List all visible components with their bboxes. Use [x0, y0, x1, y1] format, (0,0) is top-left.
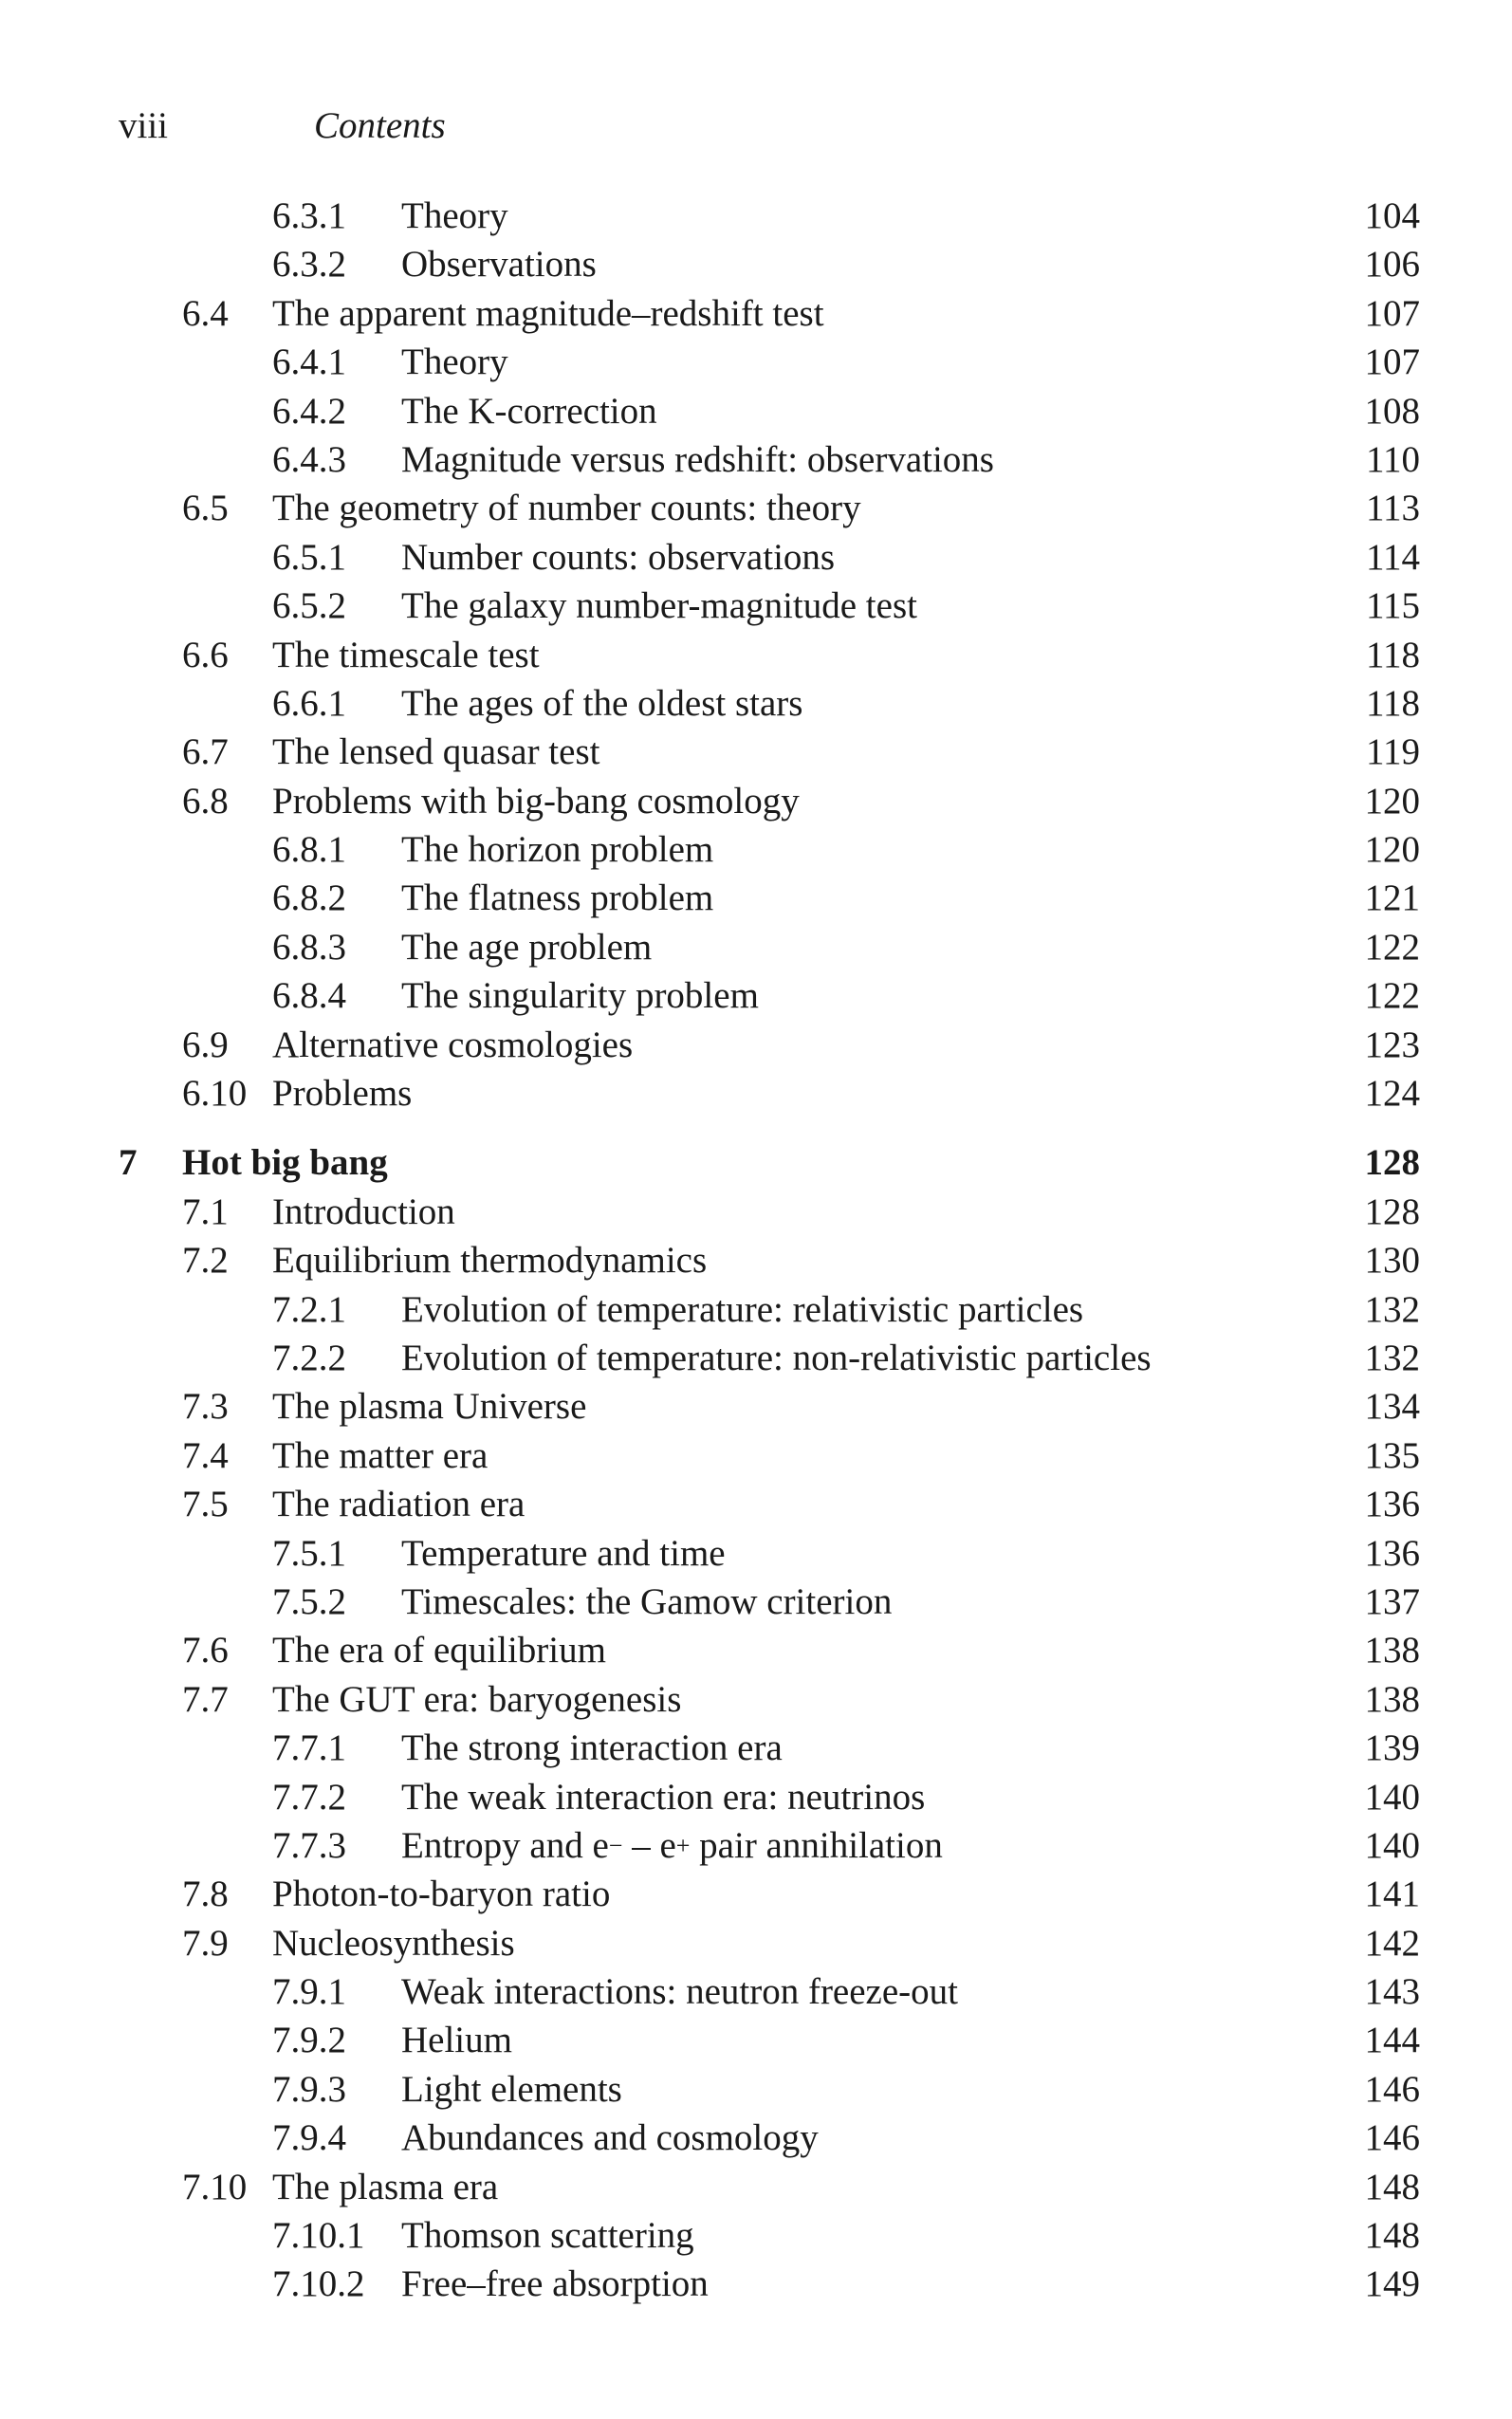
- entry-number: 6.5.2: [272, 585, 346, 627]
- entry-number: 7.10: [182, 2166, 248, 2207]
- toc-entry-subsection[interactable]: [0, 923, 1512, 971]
- entry-number: 6.4.1: [272, 342, 346, 383]
- entry-number: 7.7.3: [272, 1824, 346, 1866]
- toc-entry-subsection[interactable]: [0, 582, 1512, 630]
- entry-number: 6.8.1: [272, 829, 346, 871]
- entry-page-number: 136: [1364, 1484, 1420, 1525]
- toc-entry-section[interactable]: [0, 289, 1512, 338]
- toc-entry-subsection[interactable]: [0, 2260, 1512, 2308]
- entry-title: Theory: [401, 195, 508, 236]
- entry-number: 6.3.2: [272, 244, 346, 286]
- toc-entry-section[interactable]: [0, 1919, 1512, 1967]
- toc-entry-section[interactable]: [0, 1069, 1512, 1117]
- toc-entry-section[interactable]: [0, 1382, 1512, 1431]
- entry-title: Abundances and cosmology: [401, 2117, 819, 2159]
- toc-entry-subsection[interactable]: [0, 2016, 1512, 2064]
- entry-title: The era of equilibrium: [272, 1630, 606, 1671]
- entry-number: 7.8: [182, 1874, 229, 1915]
- entry-number: 6.7: [182, 731, 229, 773]
- entry-title: The GUT era: baryogenesis: [272, 1678, 682, 1720]
- entry-page-number: 107: [1364, 292, 1420, 334]
- toc-entry-section[interactable]: [0, 728, 1512, 776]
- toc-entry-section[interactable]: [0, 1870, 1512, 1918]
- entry-page-number: 138: [1364, 1678, 1420, 1720]
- entry-title: Photon-to-baryon ratio: [272, 1874, 611, 1915]
- entry-page-number: 122: [1364, 975, 1420, 1017]
- toc-entry-section[interactable]: [0, 1626, 1512, 1674]
- entry-number: 7.9.1: [272, 1971, 346, 2013]
- page-number: viii: [119, 105, 169, 146]
- entry-title: Theory: [401, 342, 508, 383]
- toc-entry-subsection[interactable]: [0, 1334, 1512, 1382]
- entry-number: 7.2: [182, 1240, 229, 1282]
- entry-number: 6.3.1: [272, 195, 346, 236]
- entry-title: Equilibrium thermodynamics: [272, 1240, 708, 1282]
- entry-page-number: 118: [1365, 682, 1420, 724]
- entry-page-number: 149: [1364, 2263, 1420, 2305]
- entry-number: 6.4.2: [272, 390, 346, 432]
- entry-number: 7.2.1: [272, 1288, 346, 1330]
- entry-page-number: 148: [1364, 2166, 1420, 2207]
- entry-number: 7.7: [182, 1678, 229, 1720]
- toc-entry-chapter[interactable]: [0, 1138, 1512, 1187]
- entry-page-number: 113: [1365, 488, 1420, 529]
- toc-entry-subsection[interactable]: [0, 387, 1512, 435]
- toc-entry-subsection[interactable]: [0, 825, 1512, 874]
- entry-number: 6.6.1: [272, 682, 346, 724]
- entry-title: Evolution of temperature: relativistic particles: [401, 1288, 1084, 1330]
- entry-page-number: 110: [1365, 438, 1420, 480]
- entry-title: The matter era: [272, 1434, 489, 1476]
- entry-title: The plasma Universe: [272, 1386, 587, 1428]
- entry-page-number: 130: [1364, 1240, 1420, 1282]
- entry-page-number: 104: [1364, 195, 1420, 236]
- entry-page-number: 141: [1364, 1874, 1420, 1915]
- entry-number: 7.3: [182, 1386, 229, 1428]
- entry-title: Thomson scattering: [401, 2215, 694, 2257]
- entry-number: 7.5.2: [272, 1580, 346, 1622]
- entry-page-number: 146: [1364, 2068, 1420, 2110]
- entry-page-number: 128: [1364, 1191, 1420, 1232]
- entry-title: The radiation era: [272, 1484, 526, 1525]
- entry-page-number: 137: [1364, 1580, 1420, 1622]
- entry-page-number: 143: [1364, 1971, 1420, 2013]
- toc-entry-subsection[interactable]: [0, 2065, 1512, 2114]
- entry-title: The ages of the oldest stars: [401, 682, 803, 724]
- toc-entry-section[interactable]: [0, 631, 1512, 679]
- entry-title: Observations: [401, 244, 597, 286]
- entry-title: The galaxy number-magnitude test: [401, 585, 917, 627]
- entry-number: 6.9: [182, 1024, 229, 1065]
- entry-title: The horizon problem: [401, 829, 714, 871]
- entry-page-number: 106: [1364, 244, 1420, 286]
- toc-entry-section[interactable]: [0, 2163, 1512, 2211]
- running-header: [119, 102, 1420, 150]
- running-title: Contents: [314, 105, 446, 146]
- toc-entry-section[interactable]: [0, 1480, 1512, 1528]
- entry-number: 7.5.1: [272, 1532, 346, 1574]
- entry-number: 7.1: [182, 1191, 229, 1232]
- table-of-contents: [0, 192, 1512, 2309]
- entry-number: 6.5: [182, 488, 229, 529]
- entry-title: Evolution of temperature: non-relativistic particles: [401, 1337, 1152, 1378]
- toc-entry-subsection[interactable]: [0, 1773, 1512, 1821]
- toc-entry-subsection[interactable]: [0, 1529, 1512, 1578]
- toc-entry-subsection[interactable]: [0, 1821, 1512, 1870]
- toc-entry-subsection[interactable]: [0, 2114, 1512, 2162]
- toc-entry-subsection[interactable]: [0, 2211, 1512, 2260]
- entry-title: The geometry of number counts: theory: [272, 488, 861, 529]
- entry-title: Number counts: observations: [401, 536, 836, 578]
- toc-entry-section[interactable]: [0, 1236, 1512, 1284]
- entry-page-number: 144: [1364, 2020, 1420, 2061]
- entry-number: 6.6: [182, 634, 229, 675]
- entry-number: 7.10.1: [272, 2215, 365, 2257]
- entry-page-number: 139: [1364, 1727, 1420, 1769]
- entry-title: Light elements: [401, 2068, 622, 2110]
- entry-page-number: 134: [1364, 1386, 1420, 1428]
- entry-title: The singularity problem: [401, 975, 759, 1017]
- entry-page-number: 120: [1364, 780, 1420, 822]
- entry-number: 6.8: [182, 780, 229, 822]
- entry-number: 7.9: [182, 1922, 229, 1964]
- entry-number: 7.5: [182, 1484, 229, 1525]
- entry-page-number: 120: [1364, 829, 1420, 871]
- entry-page-number: 132: [1364, 1288, 1420, 1330]
- entry-title: Problems with big-bang cosmology: [272, 780, 800, 822]
- entry-number: 7.7.1: [272, 1727, 346, 1769]
- entry-title: The K-correction: [401, 390, 657, 432]
- entry-title: Helium: [401, 2020, 512, 2061]
- entry-title: The apparent magnitude–redshift test: [272, 292, 824, 334]
- entry-number: 7.9.2: [272, 2020, 346, 2061]
- entry-title: Hot big bang: [182, 1142, 388, 1184]
- entry-page-number: 132: [1364, 1337, 1420, 1378]
- toc-entry-section[interactable]: [0, 1675, 1512, 1724]
- entry-page-number: 114: [1365, 536, 1420, 578]
- toc-entry-subsection[interactable]: [0, 1285, 1512, 1334]
- entry-page-number: 123: [1364, 1024, 1420, 1065]
- entry-title: Introduction: [272, 1191, 455, 1232]
- toc-entry-section[interactable]: [0, 777, 1512, 825]
- entry-title: Temperature and time: [401, 1532, 726, 1574]
- entry-title: The flatness problem: [401, 877, 714, 919]
- entry-title: The strong interaction era: [401, 1727, 783, 1769]
- entry-number: 7.7.2: [272, 1776, 346, 1818]
- entry-page-number: 119: [1365, 731, 1420, 773]
- entry-page-number: 124: [1364, 1073, 1420, 1115]
- entry-page-number: 148: [1364, 2215, 1420, 2257]
- toc-entry-section[interactable]: [0, 484, 1512, 532]
- toc-entry-subsection[interactable]: [0, 874, 1512, 922]
- entry-page-number: 140: [1364, 1824, 1420, 1866]
- entry-title: Timescales: the Gamow criterion: [401, 1580, 893, 1622]
- toc-entry-subsection[interactable]: [0, 679, 1512, 728]
- entry-number: 7.10.2: [272, 2263, 365, 2305]
- entry-number: 6.10: [182, 1073, 248, 1115]
- entry-page-number: 140: [1364, 1776, 1420, 1818]
- toc-entry-section[interactable]: [0, 1431, 1512, 1480]
- entry-number: 7.4: [182, 1434, 229, 1476]
- toc-entry-subsection[interactable]: [0, 192, 1512, 240]
- toc-entry-subsection[interactable]: [0, 338, 1512, 386]
- entry-page-number: 115: [1365, 585, 1420, 627]
- entry-page-number: 146: [1364, 2117, 1420, 2159]
- entry-page-number: 118: [1365, 634, 1420, 675]
- entry-number: 6.4: [182, 292, 229, 334]
- entry-title: Weak interactions: neutron freeze-out: [401, 1971, 958, 2013]
- entry-page-number: 121: [1364, 877, 1420, 919]
- entry-page-number: 142: [1364, 1922, 1420, 1964]
- entry-title: The lensed quasar test: [272, 731, 600, 773]
- entry-page-number: 138: [1364, 1630, 1420, 1671]
- entry-number: 6.4.3: [272, 438, 346, 480]
- entry-number: 7.9.3: [272, 2068, 346, 2110]
- entry-number: 6.8.4: [272, 975, 346, 1017]
- entry-page-number: 135: [1364, 1434, 1420, 1476]
- entry-title: The timescale test: [272, 634, 540, 675]
- toc-entry-section[interactable]: [0, 1188, 1512, 1236]
- entry-title: Magnitude versus redshift: observations: [401, 438, 994, 480]
- entry-number: 6.8.3: [272, 926, 346, 968]
- entry-title: Alternative cosmologies: [272, 1024, 634, 1065]
- toc-entry-subsection[interactable]: [0, 971, 1512, 1020]
- entry-page-number: 107: [1364, 342, 1420, 383]
- entry-title: The age problem: [401, 926, 653, 968]
- entry-title: Free–free absorption: [401, 2263, 709, 2305]
- entry-title: Entropy and e− – e+ pair annihilation: [401, 1824, 943, 1866]
- entry-page-number: 128: [1364, 1142, 1420, 1184]
- entry-number: 7.9.4: [272, 2117, 346, 2159]
- entry-page-number: 136: [1364, 1532, 1420, 1574]
- entry-title: The plasma era: [272, 2166, 499, 2207]
- entry-title: The weak interaction era: neutrinos: [401, 1776, 926, 1818]
- entry-page-number: 108: [1364, 390, 1420, 432]
- entry-number: 7.6: [182, 1630, 229, 1671]
- entry-page-number: 122: [1364, 926, 1420, 968]
- entry-number: 7.2.2: [272, 1337, 346, 1378]
- toc-entry-subsection[interactable]: [0, 1967, 1512, 2016]
- toc-entry-section[interactable]: [0, 1021, 1512, 1069]
- entry-title: Nucleosynthesis: [272, 1922, 515, 1964]
- toc-entry-subsection[interactable]: [0, 240, 1512, 288]
- entry-number: 6.5.1: [272, 536, 346, 578]
- entry-title: Problems: [272, 1073, 413, 1115]
- entry-number: 6.8.2: [272, 877, 346, 919]
- entry-number: 7: [119, 1142, 138, 1184]
- toc-entry-subsection[interactable]: [0, 1724, 1512, 1772]
- toc-entry-subsection[interactable]: [0, 1578, 1512, 1626]
- toc-entry-subsection[interactable]: [0, 435, 1512, 484]
- toc-entry-subsection[interactable]: [0, 533, 1512, 582]
